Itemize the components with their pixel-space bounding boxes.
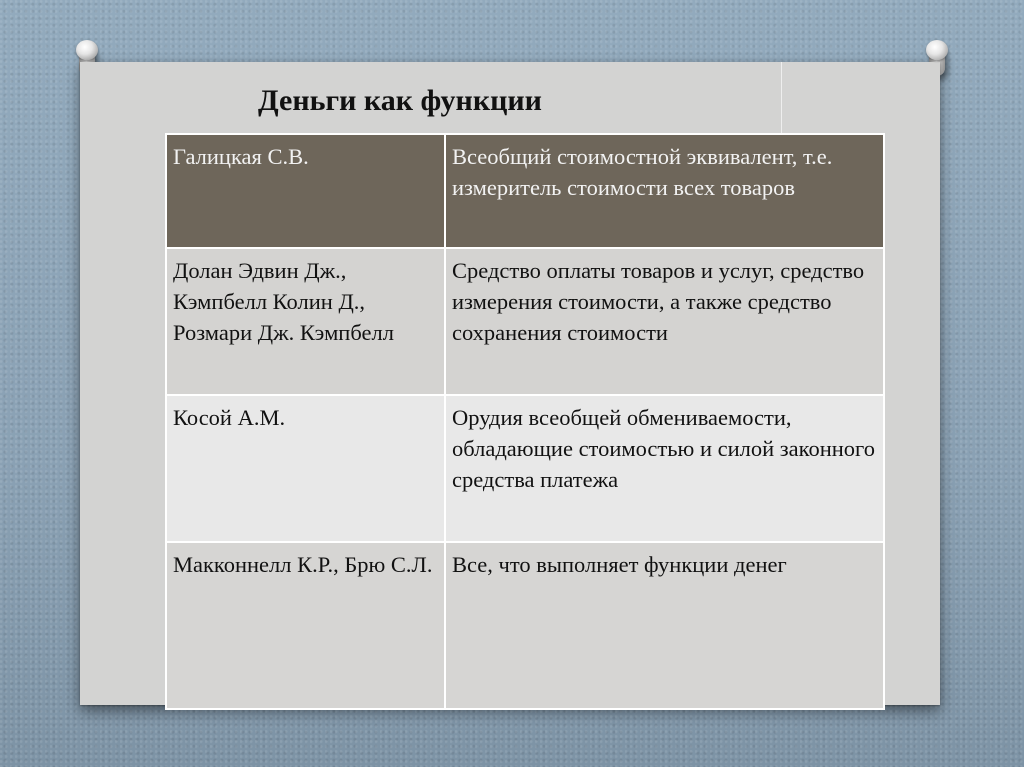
table-row [166,542,884,709]
slide-divider [781,62,782,134]
pushpin-right-icon [920,40,954,84]
definition-cell: Средство оплаты товаров и услуг, средство измерения стоимости, а также средство сохранения стоимости [445,248,884,395]
slide-title: Деньги как функции [258,84,542,117]
author-cell: Галицкая С.В. [166,134,445,248]
table-row [166,134,884,248]
author-cell: Долан Эдвин Дж., Кэмпбелл Колин Д., Розмари Дж. Кэмпбелл [166,248,445,395]
author-cell: Макконнелл К.Р., Брю С.Л. [166,542,445,709]
definition-cell: Всеобщий стоимостной эквивалент, т.е. измеритель стоимости всех товаров [445,134,884,248]
pin-head [926,40,948,60]
definition-cell: Орудия всеобщей обмениваемости, обладающие стоимостью и силой законного средства платежа [445,395,884,542]
slide-panel [80,62,940,705]
table-row [166,248,884,395]
definitions-table [165,133,885,710]
pin-head [76,40,98,60]
definition-cell: Все, что выполняет функции денег [445,542,884,709]
author-cell: Косой А.М. [166,395,445,542]
table-row [166,395,884,542]
